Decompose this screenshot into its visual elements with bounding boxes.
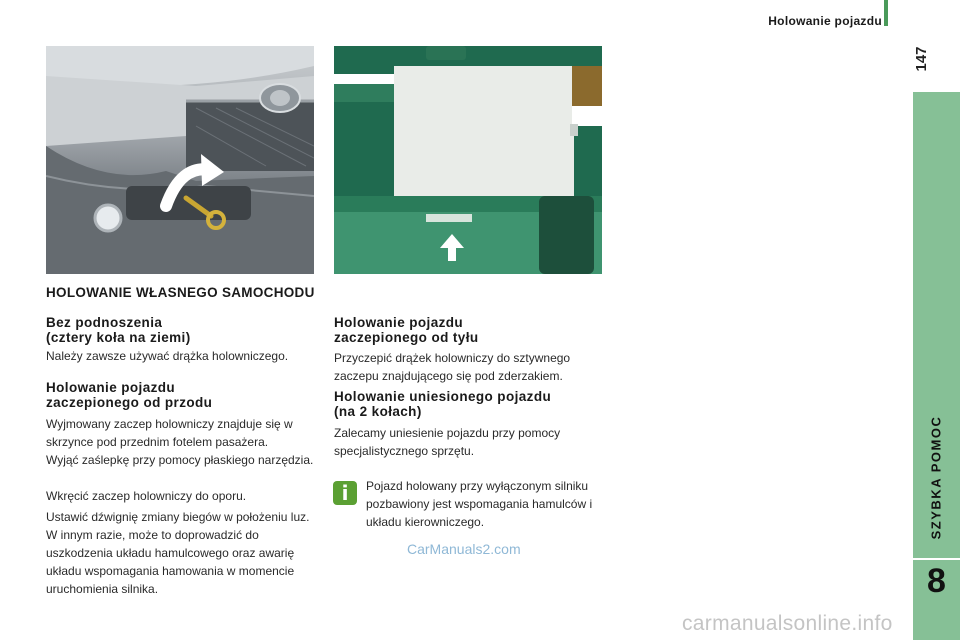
front-bumper-illustration — [46, 46, 314, 274]
paragraph: Wyjąć zaślepkę przy pomocy płaskiego narzędzia. — [46, 453, 314, 467]
subheading-line: (cztery koła na ziemi) — [46, 330, 191, 345]
chapter-label-text: SZYBKA POMOC — [928, 415, 944, 540]
paragraph: Przyczepić drążek holowniczy do sztywnego zaczepu znajdującego się pod zderzakiem. — [334, 351, 571, 383]
info-icon: i — [333, 481, 357, 505]
subheading-front-towing — [46, 380, 321, 410]
subheading-line: Bez podnoszenia — [46, 315, 163, 330]
page-number: 147 — [913, 46, 930, 72]
paragraph: Ustawić dźwignię zmiany biegów w położeniu luz. W innym razie, może to doprowadzić do uszkodzenia układu hamulcowego oraz awarię układu wspomagania hamowania w momencie uruchomienia silnika. — [46, 510, 310, 596]
subheading-line: zaczepionego od tyłu — [334, 330, 479, 345]
rear-towing-photo — [334, 46, 602, 274]
paragraph: Wkręcić zaczep holowniczy do oporu. — [46, 489, 247, 503]
subheading-line: Holowanie pojazdu — [46, 380, 176, 395]
subheading-line: zaczepionego od przodu — [46, 395, 213, 410]
info-note: Pojazd holowany przy wyłączonym silniku pozbawiony jest wspomagania hamulców i układu kierowniczego. — [366, 479, 593, 529]
chapter-number: 8 — [927, 562, 946, 600]
paragraph: Wyjmowany zaczep holowniczy znajduje się w skrzynce pod przednim fotelem pasażera. — [46, 417, 293, 449]
paragraph: Należy zawsze używać drążka holowniczego. — [46, 349, 289, 363]
rear-bumper-illustration — [334, 46, 602, 274]
subheading-line: Holowanie pojazdu — [334, 315, 464, 330]
subheading-rear-towing — [334, 315, 604, 345]
section-title: HOLOWANIE WŁASNEGO SAMOCHODU — [46, 285, 315, 300]
subheading-no-lift — [46, 315, 321, 345]
front-towing-photo — [46, 46, 314, 274]
watermark: carmanualsonline.info — [682, 612, 893, 635]
subheading-line: Holowanie uniesionego pojazdu — [334, 389, 552, 404]
paragraph: Zalecamy uniesienie pojazdu przy pomocy specjalistycznego sprzętu. — [334, 426, 561, 458]
header-divider — [884, 0, 888, 26]
watermark: CarManuals2.com — [407, 541, 521, 557]
subheading-line: (na 2 kołach) — [334, 404, 422, 419]
subheading-lifted-towing — [334, 389, 604, 419]
header-title: Holowanie pojazdu — [768, 14, 882, 28]
